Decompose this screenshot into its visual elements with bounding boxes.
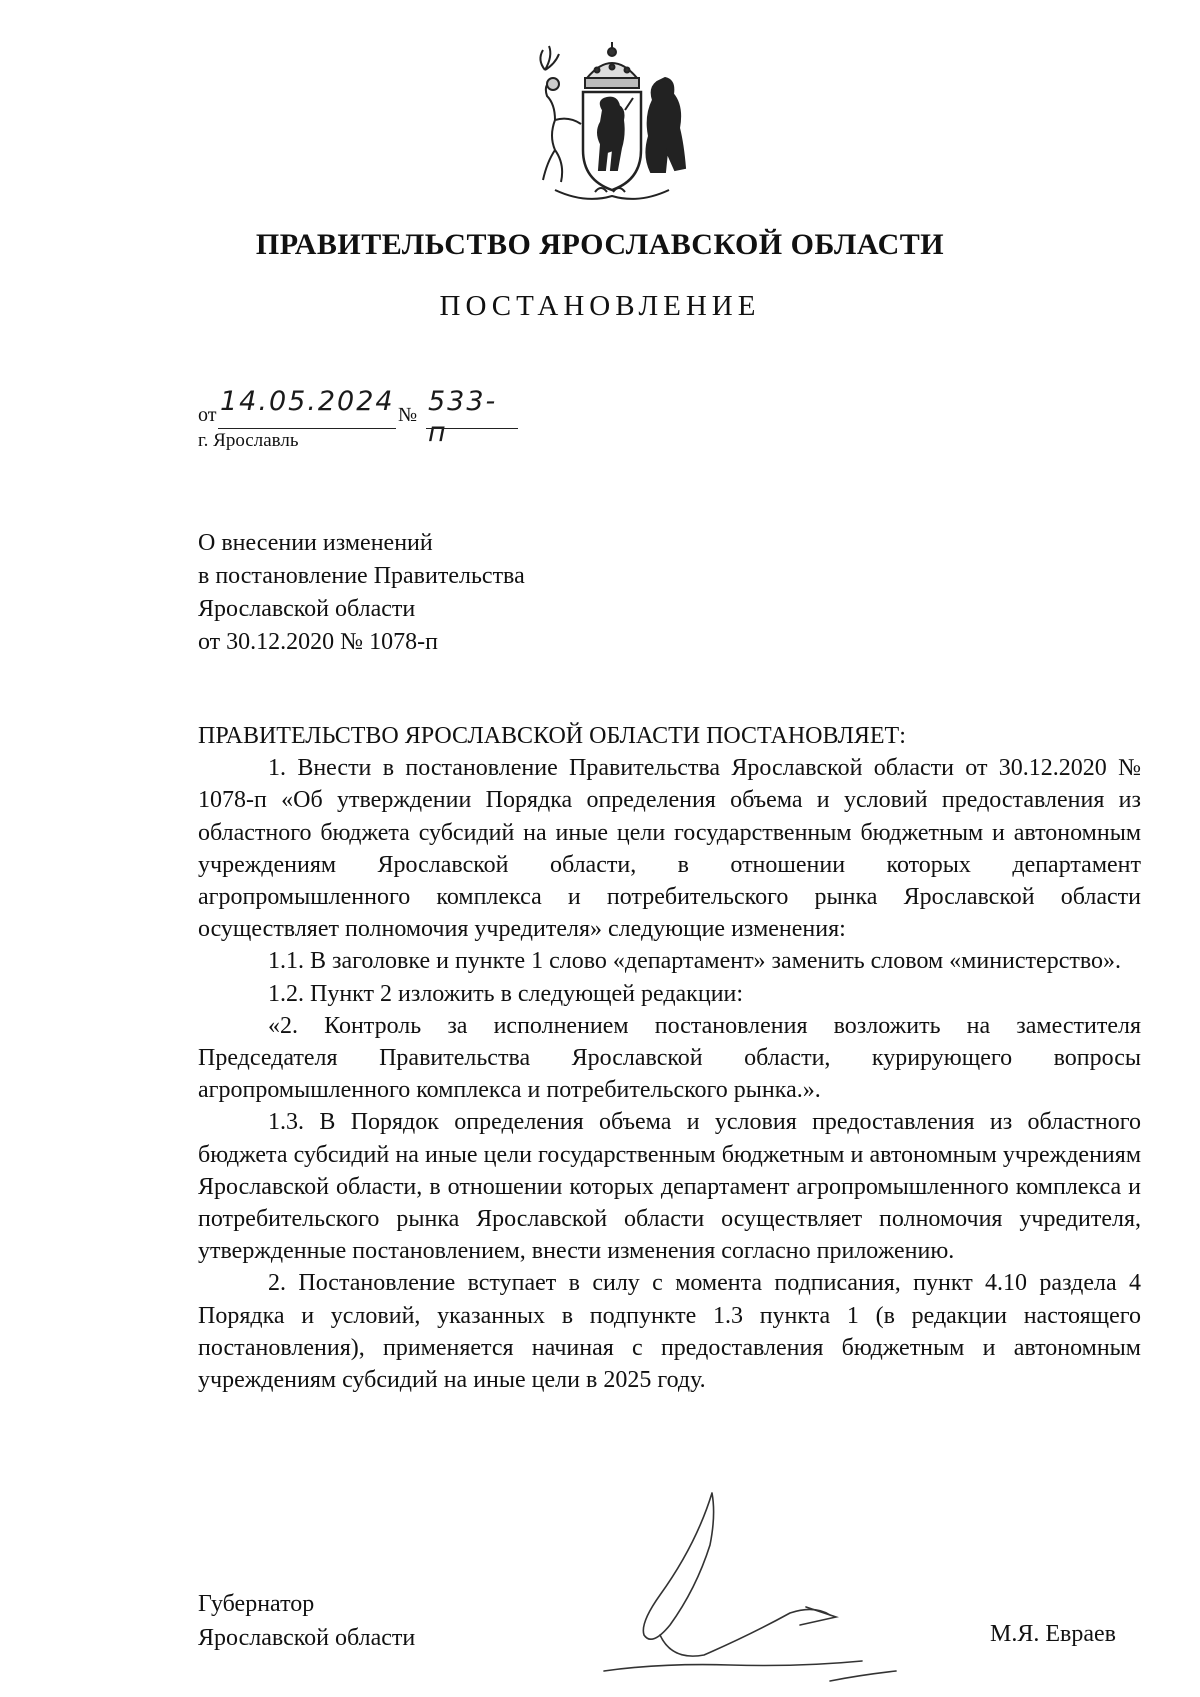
subject-line: Ярославской области [198, 596, 416, 622]
paragraph: 1. Внести в постановление Правительства Ярославской области от 30.12.2020 № 1078-п «Об утверждении Порядка определения объема и условий предоставления из областного бюджета субсидий на иные цели государственным бюджетным и автономным учреждениям Ярославской области, в отношении которых департамент агропромышленного комплекса и потребительского рынка Ярославской области осуществляет полномочия учредителя» следующие изменения: [198, 755, 1141, 943]
document-type-title: ПОСТАНОВЛЕНИЕ [439, 290, 761, 322]
subject-line: в постановление Правительства [198, 563, 525, 589]
paragraph: 1.2. Пункт 2 изложить в следующей редакции: [268, 980, 744, 1007]
signatory-position-line: Губернатор [198, 1591, 315, 1617]
subject-line: от 30.12.2020 № 1078-п [198, 629, 438, 655]
number-prefix-label: № [398, 404, 418, 426]
signatory-position-line: Ярославской области [198, 1625, 416, 1651]
organization-title: ПРАВИТЕЛЬСТВО ЯРОСЛАВСКОЙ ОБЛАСТИ [255, 228, 945, 261]
number-underline [426, 428, 518, 429]
signatory-position [198, 1587, 415, 1655]
resolution-body [198, 720, 1141, 1396]
paragraph: «2. Контроль за исполнением постановления возложить на заместителя Председателя Правительства Ярославской области, курирующего вопросы агропромышленного комплекса и потребительского рынка.». [198, 1012, 1141, 1104]
paragraph: 2. Постановление вступает в силу с момента подписания, пункт 4.10 раздела 4 Порядка и условий, указанных в подпункте 1.3 пункта 1 (в редакции настоящего постановления), применяется начиная с предоставления бюджетным и автономным учреждениям субсидий на иные цели в 2025 году. [198, 1270, 1141, 1394]
handwritten-signature [600, 1485, 930, 1695]
coat-of-arms-icon [525, 40, 700, 210]
city-label: г. Ярославль [198, 430, 299, 451]
resolution-lead: ПРАВИТЕЛЬСТВО ЯРОСЛАВСКОЙ ОБЛАСТИ ПОСТАНОВЛЯЕТ: [198, 723, 906, 749]
signatory-name: М.Я. Евраев [990, 1621, 1116, 1647]
paragraph: 1.3. В Порядок определения объема и условия предоставления из областного бюджета субсидий на иные цели государственным бюджетным и автономным учреждениям Ярославской области, в отношении которых департамент агропромышленного комплекса и потребительского рынка Ярославской области осуществляет полномочия учредителя, утвержденные постановлением, внести изменения согласно приложению. [198, 1109, 1141, 1265]
date-prefix-label: от [198, 404, 217, 426]
date-handwritten: 14.05.2024 [220, 386, 395, 417]
number-handwritten: 533-п [428, 386, 498, 448]
subject-line: О внесении изменений [198, 530, 433, 556]
paragraph: 1.1. В заголовке и пункте 1 слово «департамент» заменить словом «министерство». [268, 948, 1121, 975]
subject-block [198, 527, 525, 659]
date-underline [218, 428, 396, 429]
